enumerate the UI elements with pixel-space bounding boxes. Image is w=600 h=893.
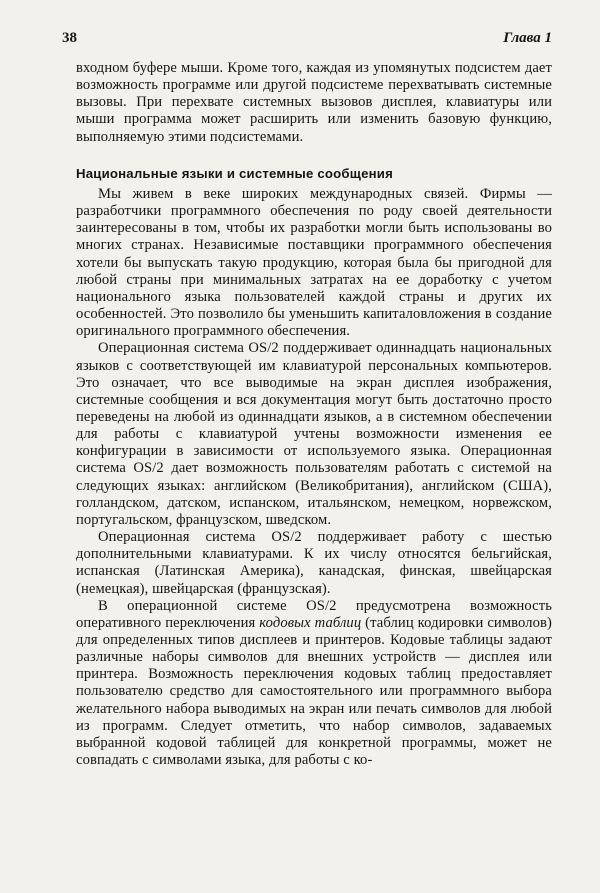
page-number: 38 <box>62 30 77 46</box>
paragraph-keyboards: Операционная система OS/2 поддерживает работу с шестью дополнительными клавиатурами. К их числу относятся бельгийская, испанская (Латинская Америка), канадская, финская, швейцарская (немецкая), швейцарская (французская). <box>76 529 552 597</box>
page-header <box>62 30 552 50</box>
paragraph-code-pages <box>76 598 552 770</box>
code-pages-term: кодовых таблиц <box>259 614 362 631</box>
code-pages-text-start: В операционной системе OS/2 предусмотрена возможность оперативного переключения <box>76 597 552 631</box>
code-pages-text-end: (таблиц кодировки символов) для определенных типов дисплеев и принтеров. Кодовые таблицы задают различные наборы символов для внешних устройств — дисплея или принтера. Возможность переключения кодовых таблиц предоставляет пользователю средство для самостоятельного или программного выбора желательного набора выводимых на экран или печать символов для любой из программ. Следует отметить, что набор символов, задаваемых выбранной кодовой таблицей для конкретной программы, может не совпадать с символами языка, для работы с ко- <box>76 614 552 769</box>
page-body <box>76 60 552 769</box>
intro-paragraph: входном буфере мыши. Кроме того, каждая из упомянутых подсистем дает возможность программе или другой подсистеме перехватывать системные вызовы. При перехвате системных вызовов дисплея, клавиатуры или мыши программа может расширить или изменить базовую функцию, выполняемую этими подсистемами. <box>76 60 552 145</box>
chapter-title: Глава 1 <box>503 30 552 46</box>
section-heading: Национальные языки и системные сообщения <box>76 165 393 181</box>
paragraph-languages: Операционная система OS/2 поддерживает одиннадцать национальных языков с соответствующей им клавиатурой персональных компьютеров. Это означает, что все выводимые на экран дисплея изображения, системные сообщения и вся документация могут быть достаточно просто переведены на любой из одиннадцати языков, а в системном обеспечении для работы с клавиатурой учтены возможности изменения ее конфигурации в зависимости от используемого языка. Операционная система OS/2 дает возможность пользователям работать с системой на следующих языках: английском (Великобритания), английском (США), голландском, датском, испанском, итальянском, немецком, норвежском, португальском, французском, шведском. <box>76 340 552 528</box>
paragraph-international: Мы живем в веке широких международных связей. Фирмы — разработчики программного обеспечения по роду своей деятельности заинтересованы в том, чтобы их разработки могли быть использованы во многих странах. Независимые поставщики программного обеспечения хотели бы выпускать такую продукцию, которая была бы пригодной для любой страны при минимальных затратах на ее доработку с учетом национального языка пользователей каждой страны и других их особенностей. Это позволило бы уменьшить капиталовложения в создание оригинального программного обеспечения. <box>76 185 552 340</box>
